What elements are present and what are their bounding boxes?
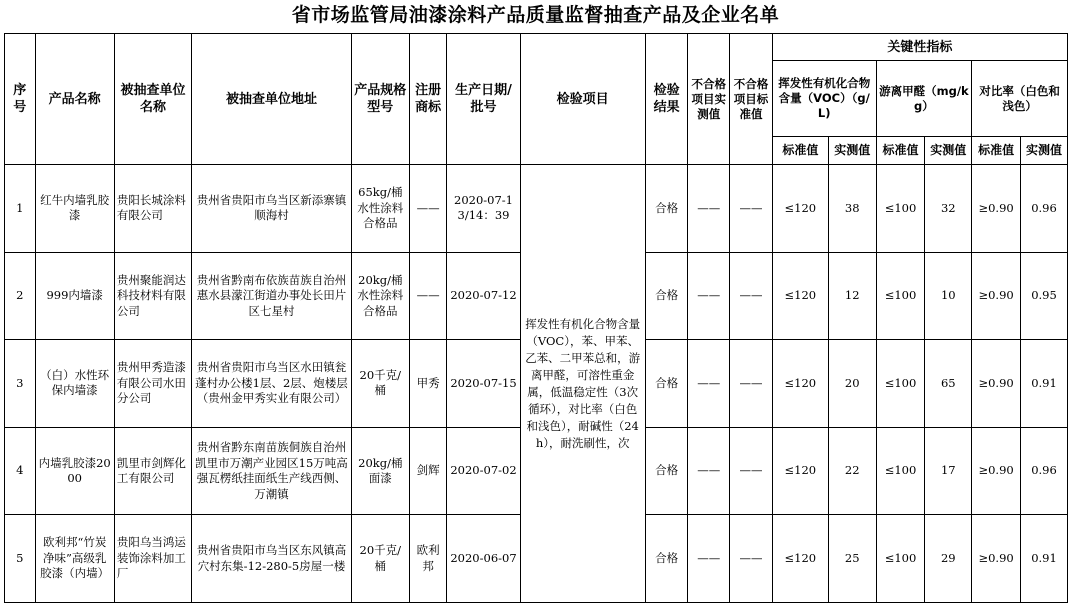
cell-fail-measured: ——: [688, 427, 730, 515]
cell-spec: 20kg/桶水性涂料 合格品: [351, 252, 409, 340]
cell-batch: 2020-07-02: [447, 427, 520, 515]
header-inspection-items: 检验项目: [520, 34, 645, 165]
cell-seq: 5: [5, 515, 36, 603]
cell-trademark: ——: [409, 165, 447, 253]
header-company: 被抽查单位名称: [114, 34, 191, 165]
cell-trademark: 甲秀: [409, 340, 447, 428]
cell-fail-standard: ——: [730, 340, 773, 428]
header-fail-standard: 不合格项目标准值: [730, 34, 773, 165]
cell-seq: 4: [5, 427, 36, 515]
cell-product: 欧利邦“竹炭净味”高级乳胶漆（内墙）: [35, 515, 114, 603]
cell-batch: 2020-06-07: [447, 515, 520, 603]
cell-product: 红牛内墙乳胶漆: [35, 165, 114, 253]
cell-result: 合格: [645, 515, 688, 603]
cell-voc-measured: 12: [828, 252, 876, 340]
header-result: 检验结果: [645, 34, 688, 165]
header-voc-measured: 实测值: [828, 137, 876, 165]
cell-contrast-measured: 0.91: [1021, 515, 1068, 603]
header-trademark: 注册商标: [409, 34, 447, 165]
cell-company: 贵阳长城涂料有限公司: [114, 165, 191, 253]
cell-voc-measured: 25: [828, 515, 876, 603]
cell-fail-measured: ——: [688, 252, 730, 340]
cell-contrast-standard: ≥0.90: [972, 340, 1021, 428]
cell-spec: 20千克/桶: [351, 515, 409, 603]
cell-company: 贵阳乌当鸿运装饰涂料加工厂: [114, 515, 191, 603]
page-title: 省市场监管局油漆涂料产品质量监督抽查产品及企业名单: [291, 4, 780, 26]
cell-address: 贵州省黔东南苗族侗族自治州凯里市万潮产业园区15万吨高强瓦楞纸挂面纸生产线西侧、万潮镇: [192, 427, 352, 515]
cell-fail-measured: ——: [688, 340, 730, 428]
cell-hcho-measured: 17: [925, 427, 972, 515]
cell-hcho-standard: ≤100: [876, 252, 925, 340]
cell-batch: 2020-07-12: [447, 252, 520, 340]
cell-inspection-items: 挥发性有机化合物含量（VOC），苯、甲苯、乙苯、二甲苯总和，游离甲醛，可溶性重金属，低温稳定性（3次循环），对比率（白色和浅色），耐碱性（24h），耐洗刷性，次: [520, 165, 645, 603]
header-formaldehyde: 游离甲醛（mg/kg）: [876, 61, 972, 137]
cell-address: 贵州省贵阳市乌当区水田镇瓮蓬村办公楼1层、2层、炮楼层（贵州金甲秀实业有限公司）: [192, 340, 352, 428]
cell-product: 内墙乳胶漆2000: [35, 427, 114, 515]
cell-voc-standard: ≤120: [772, 252, 828, 340]
cell-spec: 20千克/桶: [351, 340, 409, 428]
cell-hcho-standard: ≤100: [876, 340, 925, 428]
cell-seq: 3: [5, 340, 36, 428]
cell-result: 合格: [645, 427, 688, 515]
cell-product: 999内墙漆: [35, 252, 114, 340]
cell-hcho-measured: 32: [925, 165, 972, 253]
inspection-table: [4, 33, 1068, 603]
header-product-name: 产品名称: [35, 34, 114, 165]
cell-contrast-standard: ≥0.90: [972, 427, 1021, 515]
cell-hcho-measured: 65: [925, 340, 972, 428]
header-address: 被抽查单位地址: [192, 34, 352, 165]
header-hcho-standard: 标准值: [876, 137, 925, 165]
cell-hcho-standard: ≤100: [876, 427, 925, 515]
cell-result: 合格: [645, 165, 688, 253]
cell-result: 合格: [645, 340, 688, 428]
cell-company: 贵州甲秀造漆有限公司水田分公司: [114, 340, 191, 428]
cell-company: 贵州聚能润达科技材料有限公司: [114, 252, 191, 340]
cell-fail-measured: ——: [688, 515, 730, 603]
header-hcho-measured: 实测值: [925, 137, 972, 165]
cell-address: 贵州省贵阳市乌当区东风镇高穴村东集-12-280-5房屋一楼: [192, 515, 352, 603]
cell-spec: 65kg/桶水性涂料 合格品: [351, 165, 409, 253]
cell-hcho-measured: 10: [925, 252, 972, 340]
cell-fail-measured: ——: [688, 165, 730, 253]
cell-contrast-standard: ≥0.90: [972, 515, 1021, 603]
cell-contrast-measured: 0.96: [1021, 427, 1068, 515]
cell-hcho-standard: ≤100: [876, 515, 925, 603]
cell-fail-standard: ——: [730, 252, 773, 340]
header-seq: 序号: [5, 34, 36, 165]
cell-voc-standard: ≤120: [772, 515, 828, 603]
header-voc-standard: 标准值: [772, 137, 828, 165]
cell-voc-measured: 38: [828, 165, 876, 253]
cell-seq: 1: [5, 165, 36, 253]
cell-voc-measured: 20: [828, 340, 876, 428]
header-contrast-measured: 实测值: [1021, 137, 1068, 165]
cell-contrast-measured: 0.91: [1021, 340, 1068, 428]
cell-contrast-measured: 0.96: [1021, 165, 1068, 253]
cell-trademark: 欧利邦: [409, 515, 447, 603]
header-spec: 产品规格型号: [351, 34, 409, 165]
table-row: [5, 165, 1068, 253]
cell-seq: 2: [5, 252, 36, 340]
cell-voc-standard: ≤120: [772, 427, 828, 515]
header-voc: 挥发性有机化合物含量（VOC）（g/L): [772, 61, 876, 137]
header-contrast: 对比率（白色和浅色）: [972, 61, 1068, 137]
cell-spec: 20kg/桶面漆: [351, 427, 409, 515]
cell-trademark: 剑辉: [409, 427, 447, 515]
cell-address: 贵州省黔南布依族苗族自治州惠水县濛江街道办事处长田片区七星村: [192, 252, 352, 340]
cell-fail-standard: ——: [730, 515, 773, 603]
cell-hcho-measured: 29: [925, 515, 972, 603]
cell-fail-standard: ——: [730, 427, 773, 515]
header-contrast-standard: 标准值: [972, 137, 1021, 165]
cell-product: （白）水性环保内墙漆: [35, 340, 114, 428]
cell-result: 合格: [645, 252, 688, 340]
cell-fail-standard: ——: [730, 165, 773, 253]
cell-address: 贵州省贵阳市乌当区新添寨镇顺海村: [192, 165, 352, 253]
header-batch: 生产日期/批号: [447, 34, 520, 165]
header-key-indicators: 关键性指标: [772, 34, 1067, 61]
cell-voc-standard: ≤120: [772, 340, 828, 428]
cell-trademark: ——: [409, 252, 447, 340]
cell-company: 凯里市剑辉化工有限公司: [114, 427, 191, 515]
cell-batch: 2020-07-13/14：39: [447, 165, 520, 253]
cell-contrast-standard: ≥0.90: [972, 252, 1021, 340]
cell-batch: 2020-07-15: [447, 340, 520, 428]
cell-voc-measured: 22: [828, 427, 876, 515]
cell-voc-standard: ≤120: [772, 165, 828, 253]
header-fail-measured: 不合格项目实测值: [688, 34, 730, 165]
cell-hcho-standard: ≤100: [876, 165, 925, 253]
cell-contrast-standard: ≥0.90: [972, 165, 1021, 253]
cell-contrast-measured: 0.95: [1021, 252, 1068, 340]
